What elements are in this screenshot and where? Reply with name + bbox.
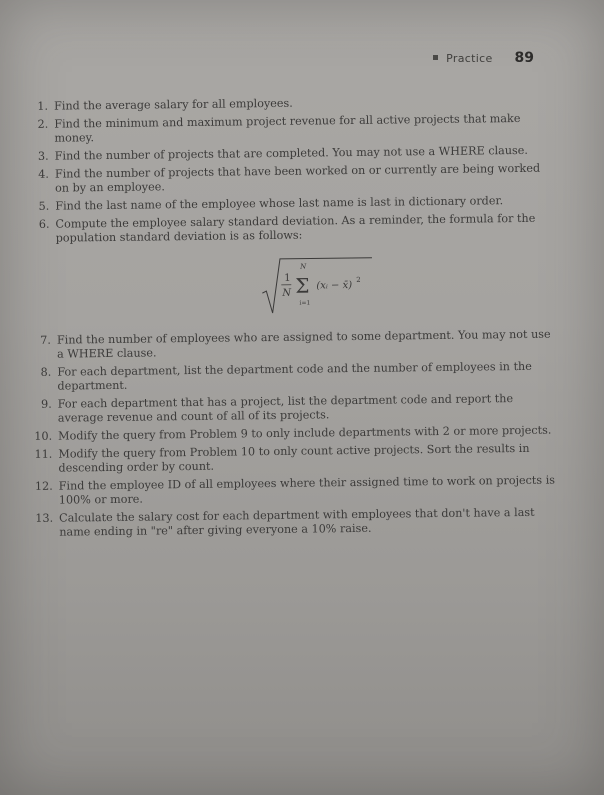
exercise-item-1 [26, 94, 556, 114]
running-head [433, 50, 534, 66]
item-text: Compute the employee salary standard deviation. As a reminder, the formula for the population standard deviation is as follows: [55, 211, 536, 245]
std-dev-formula [260, 252, 559, 318]
exercise-item-3 [27, 144, 557, 164]
item-number: 11. [34, 447, 53, 461]
exercise-item-6 [27, 212, 557, 246]
exercise-item-8 [29, 360, 559, 394]
exponent: 2 [356, 275, 361, 284]
item-text: Find the number of projects that have been worked on or currently are being worked on by an employee. [54, 161, 541, 195]
exercise-item-10 [30, 424, 560, 444]
item-number: 5. [38, 199, 50, 213]
exercise-item-5 [27, 194, 557, 214]
exercise-item-11 [30, 441, 560, 475]
square-bullet-icon [433, 55, 438, 60]
item-number: 8. [40, 365, 52, 379]
item-number: 2. [37, 117, 49, 131]
exercise-item-7 [29, 328, 559, 362]
fraction-denominator: N [282, 287, 292, 299]
summand: (xᵢ − x̄) [316, 280, 353, 292]
page-number: 89 [514, 50, 534, 66]
item-text: Find the number of employees who are assigned to some department. You may not use a WHERE clause. [56, 327, 551, 361]
item-number: 10. [34, 429, 53, 443]
exercise-list [26, 94, 561, 544]
sigma-icon: Σ [295, 273, 310, 298]
sum-upper-limit: N [300, 262, 307, 271]
item-number: 4. [38, 167, 49, 181]
item-text: Find the minimum and maximum project revenue for all active projects that make money. [54, 111, 521, 145]
formula-graphic [260, 254, 381, 317]
exercise-item-4 [27, 162, 557, 196]
item-number: 7. [40, 333, 52, 347]
item-text: Modify the query from Problem 9 to only include departments with 2 or more projects. [58, 423, 552, 443]
item-text: For each department that has a project, list the department code and report the average revenue and count of all of its projects. [57, 392, 514, 425]
exercise-item-12 [31, 473, 561, 507]
item-text: Modify the query from Problem 10 to only count active projects. Sort the results in descending order by count. [58, 441, 530, 475]
section-title: Practice [446, 52, 493, 65]
exercise-item-13 [31, 505, 561, 539]
sum-lower-limit: i=1 [299, 299, 311, 307]
exercise-item-9 [30, 392, 560, 426]
fraction-numerator: 1 [284, 272, 291, 284]
item-number: 9. [40, 397, 52, 411]
item-number: 13. [35, 511, 54, 525]
item-text: Find the employee ID of all employees where their assigned time to work on projects is 100% or more. [58, 473, 556, 507]
item-text: Find the average salary for all employees. [53, 96, 293, 113]
item-number: 3. [37, 149, 49, 163]
item-number: 6. [38, 217, 50, 231]
item-text: For each department, list the department code and the number of employees in the department. [57, 359, 532, 393]
item-text: Find the last name of the employee whose last name is last in dictionary order. [55, 194, 504, 213]
item-text: Find the number of projects that are completed. You may not use a WHERE clause. [54, 143, 528, 163]
item-number: 1. [37, 99, 49, 113]
item-text: Calculate the salary cost for each department with employees that don't have a last name ending in "re" after giving everyone a 10% raise. [59, 505, 535, 539]
exercise-item-2 [26, 112, 556, 146]
item-number: 12. [34, 479, 53, 493]
